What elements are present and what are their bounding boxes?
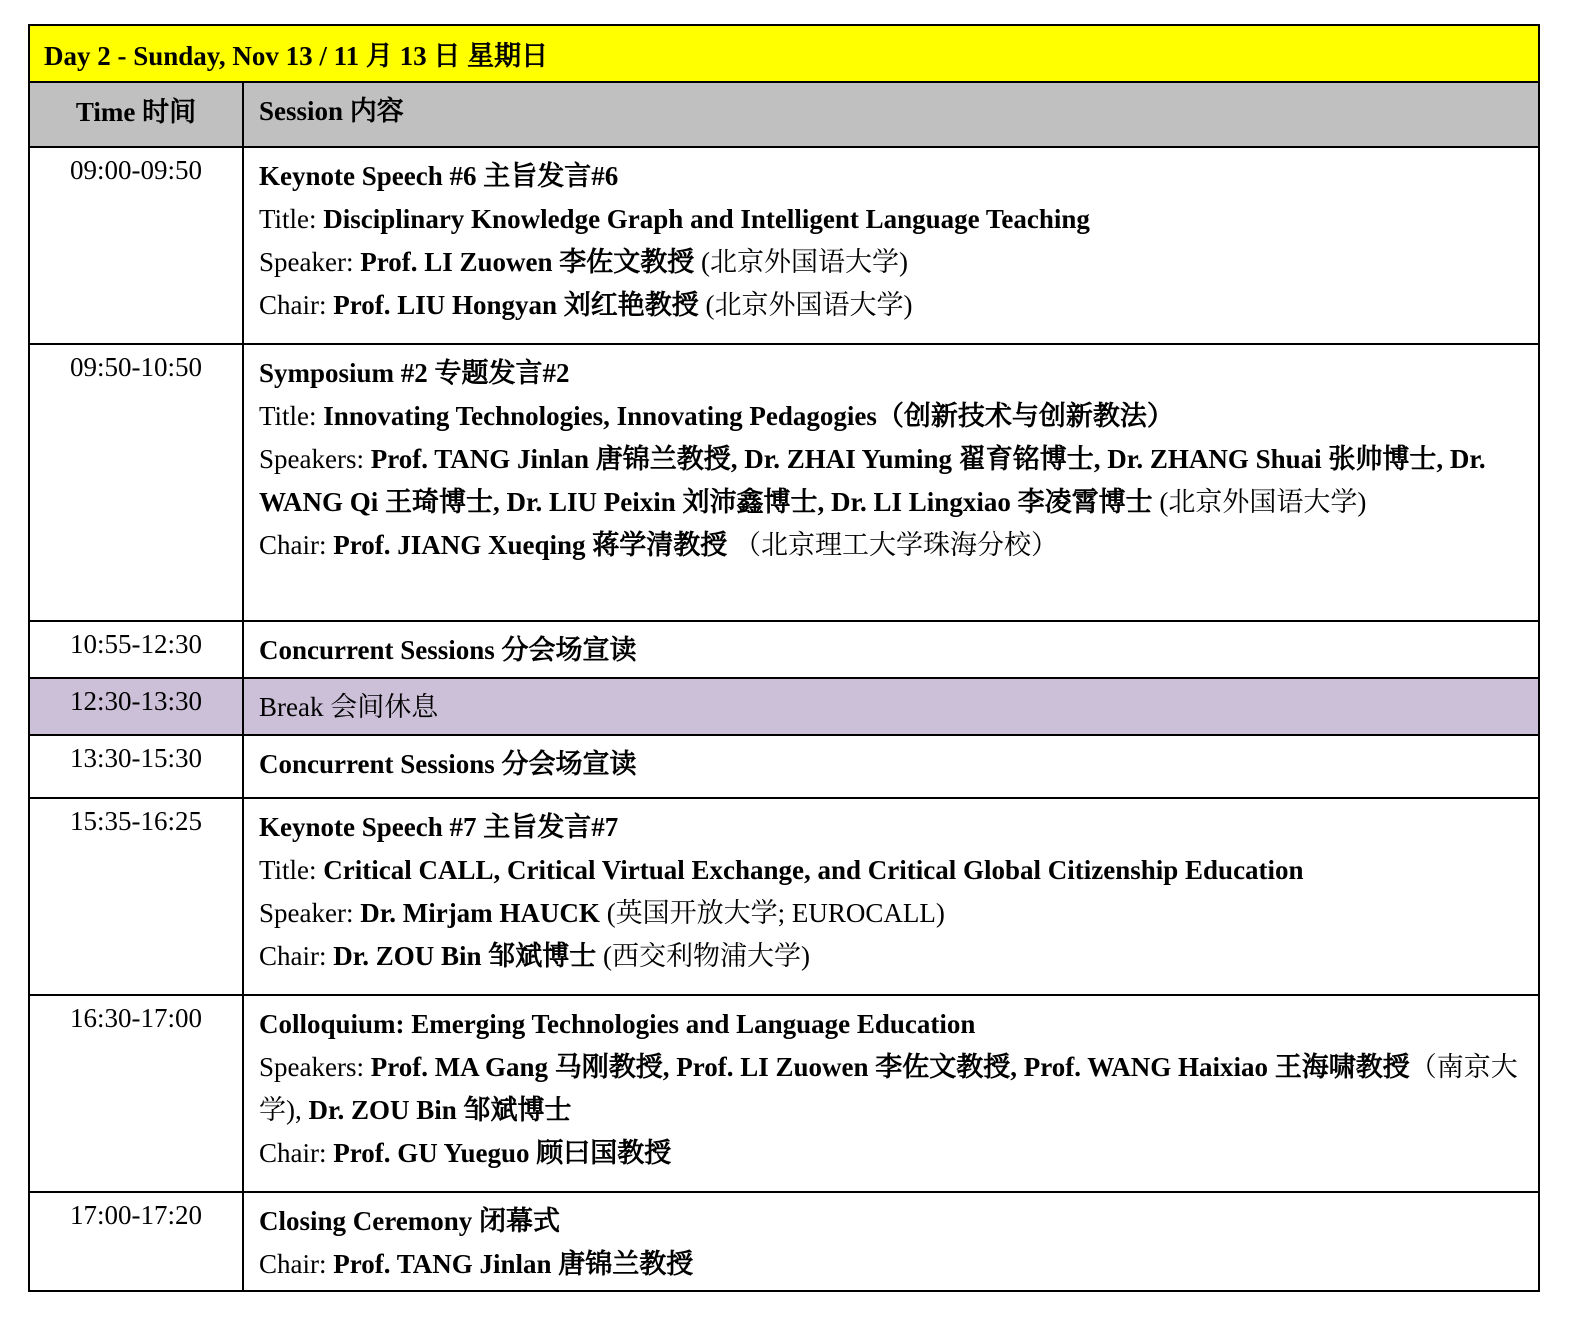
chair-affiliation: （北京理工大学珠海分校） [727, 530, 1059, 560]
table-row [29, 798, 1539, 995]
chair-name: Prof. GU Yueguo 顾曰国教授 [333, 1138, 672, 1168]
time-cell: 09:50-10:50 [29, 344, 243, 621]
chair-line [259, 284, 1526, 327]
chair-label: Chair: [259, 530, 334, 560]
session-cell [243, 995, 1539, 1192]
session-title-line [259, 198, 1526, 241]
table-row [29, 735, 1539, 798]
session-cell [243, 1192, 1539, 1291]
speakers-label: Speakers: [259, 1052, 371, 1082]
session-cell [243, 798, 1539, 995]
day-header-row [29, 25, 1539, 82]
speaker-label: Speaker: [259, 247, 361, 277]
title-label: Title: [259, 401, 324, 431]
table-row [29, 344, 1539, 621]
time-cell: 16:30-17:00 [29, 995, 243, 1192]
session-title: Disciplinary Knowledge Graph and Intelligent Language Teaching [323, 204, 1090, 234]
session-cell [243, 735, 1539, 798]
chair-label: Chair: [259, 290, 334, 320]
speaker-names-extra: Dr. ZOU Bin 邹斌博士 [308, 1095, 572, 1125]
speaker-names: Prof. TANG Jinlan 唐锦兰教授, Dr. ZHAI Yuming 翟育铭博士, Dr. ZHANG Shuai 张帅博士, Dr. WANG Qi 王琦博士, Dr. LIU Peixin 刘沛鑫博士, Dr. LI Lingxiao 李凌霄博士 [259, 444, 1486, 517]
session-heading: Colloquium: Emerging Technologies and Language Education [259, 1009, 976, 1039]
time-column-header: Time 时间 [29, 82, 243, 147]
chair-affiliation: (北京外国语大学) [698, 290, 913, 320]
speakers-line [259, 438, 1526, 524]
table-row [29, 1192, 1539, 1291]
session-cell [243, 344, 1539, 621]
session-title-line [259, 849, 1526, 892]
session-column-header: Session 内容 [243, 82, 1539, 147]
speaker-name: Prof. LI Zuowen 李佐文教授 [360, 247, 695, 277]
chair-affiliation: (西交利物浦大学) [596, 941, 811, 971]
chair-line [259, 1243, 1526, 1286]
time-cell: 13:30-15:30 [29, 735, 243, 798]
chair-label: Chair: [259, 1249, 334, 1279]
session-cell [243, 147, 1539, 344]
chair-name: Prof. JIANG Xueqing 蒋学清教授 [333, 530, 728, 560]
column-header-row [29, 82, 1539, 147]
session-heading: Break 会间休息 [259, 692, 439, 722]
time-cell: 15:35-16:25 [29, 798, 243, 995]
session-heading: Concurrent Sessions 分会场宣读 [259, 635, 637, 665]
speaker-affiliation: (英国开放大学; EUROCALL) [599, 898, 945, 928]
session-heading: Closing Ceremony 闭幕式 [259, 1206, 560, 1236]
chair-label: Chair: [259, 1138, 334, 1168]
speaker-label: Speaker: [259, 898, 361, 928]
session-heading: Concurrent Sessions 分会场宣读 [259, 749, 637, 779]
time-cell: 10:55-12:30 [29, 621, 243, 678]
break-row [29, 678, 1539, 735]
schedule-table [28, 24, 1540, 1292]
time-cell: 17:00-17:20 [29, 1192, 243, 1291]
speaker-name: Dr. Mirjam HAUCK [360, 898, 600, 928]
day-header: Day 2 - Sunday, Nov 13 / 11 月 13 日 星期日 [29, 25, 1539, 82]
time-cell: 12:30-13:30 [29, 678, 243, 735]
chair-line [259, 935, 1526, 978]
chair-name: Prof. LIU Hongyan 刘红艳教授 [333, 290, 699, 320]
session-heading: Keynote Speech #7 主旨发言#7 [259, 812, 619, 842]
session-title-line [259, 395, 1526, 438]
speakers-affiliation: (北京外国语大学) [1152, 487, 1367, 517]
session-heading: Symposium #2 专题发言#2 [259, 358, 570, 388]
chair-line [259, 524, 1526, 567]
title-label: Title: [259, 855, 324, 885]
speaker-affiliation: (北京外国语大学) [694, 247, 908, 277]
time-cell: 09:00-09:50 [29, 147, 243, 344]
table-row [29, 147, 1539, 344]
session-cell [243, 621, 1539, 678]
speakers-line [259, 1046, 1526, 1132]
session-cell [243, 678, 1539, 735]
speaker-line [259, 241, 1526, 284]
session-title: Innovating Technologies, Innovating Pedagogies（创新技术与创新教法） [323, 401, 1174, 431]
chair-name: Prof. TANG Jinlan 唐锦兰教授 [333, 1249, 694, 1279]
table-row [29, 621, 1539, 678]
session-heading: Keynote Speech #6 主旨发言#6 [259, 161, 619, 191]
chair-name: Dr. ZOU Bin 邹斌博士 [333, 941, 597, 971]
chair-line [259, 1132, 1526, 1175]
chair-label: Chair: [259, 941, 334, 971]
speakers-label: Speakers: [259, 444, 371, 474]
table-row [29, 995, 1539, 1192]
speaker-names: Prof. MA Gang 马刚教授, Prof. LI Zuowen 李佐文教授, Prof. WANG Haixiao 王海啸教授 [370, 1052, 1410, 1082]
speaker-line [259, 892, 1526, 935]
session-title: Critical CALL, Critical Virtual Exchange, and Critical Global Citizenship Education [323, 855, 1304, 885]
speakers-affiliation: （南京大学), [259, 1052, 1518, 1125]
title-label: Title: [259, 204, 324, 234]
